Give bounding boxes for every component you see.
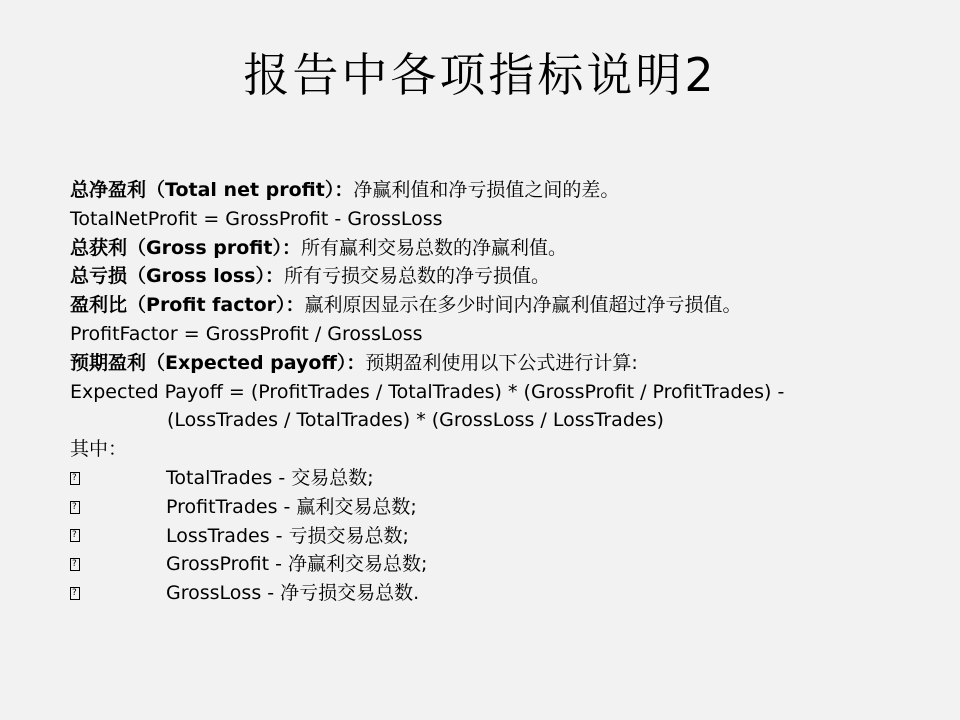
slide-body [70, 176, 930, 608]
formula-expected-payoff-1: Expected Payoff = (ProfitTrades / TotalTrades) * (GrossProfit / ProfitTrades) - [70, 380, 785, 403]
list-item [70, 522, 930, 551]
term-close: ）： [324, 179, 354, 201]
term-english: Total net profit [165, 179, 325, 201]
term-english: Gross profit [146, 236, 273, 259]
list-item-text: TotalTrades - 交易总数; [166, 466, 374, 489]
term-english: Expected payoff [165, 351, 337, 374]
term-close: ）： [255, 265, 284, 288]
term-label: 总亏损（ [70, 265, 147, 288]
line-total-net-profit [70, 176, 930, 205]
term-description: 赢利原因显示在多少时间内净赢利值超过净亏损值。 [304, 294, 742, 317]
line-gross-loss [70, 262, 930, 291]
term-description: 预期盈利使用以下公式进行计算: [365, 351, 638, 374]
list-item-text: ProfitTrades - 赢利交易总数; [166, 495, 417, 518]
term-label: 盈利比（ [70, 294, 147, 317]
list-item [70, 550, 930, 579]
line-expected-payoff [70, 349, 930, 378]
line-gross-profit [70, 234, 930, 263]
term-english: Gross loss [146, 265, 256, 288]
term-close: ）： [336, 351, 366, 374]
term-english: Profit factor [146, 294, 277, 317]
term-label: 预期盈利（ [70, 351, 166, 374]
term-close: ）： [272, 236, 301, 259]
list-item [70, 464, 930, 493]
formula-total-net-profit: TotalNetProfit = GrossProfit - GrossLoss [70, 207, 443, 230]
term-close: ）： [276, 294, 305, 317]
list-item [70, 493, 930, 522]
term-description: 所有赢利交易总数的净赢利值。 [300, 236, 567, 259]
missing-glyph-bullet-icon [70, 587, 80, 600]
list-item [70, 579, 930, 608]
term-description: 所有亏损交易总数的净亏损值。 [283, 265, 550, 288]
formula-expected-payoff-2: (LossTrades / TotalTrades) * (GrossLoss / LossTrades) [167, 409, 664, 432]
missing-glyph-bullet-icon [70, 501, 80, 514]
missing-glyph-bullet-icon [70, 558, 80, 571]
term-description: 净赢利值和净亏损值之间的差。 [353, 179, 620, 201]
term-label: 总净盈利（ [70, 179, 166, 201]
term-label: 总获利（ [70, 236, 147, 259]
slide-title: 报告中各项指标说明2 [243, 48, 717, 102]
list-item-text: LossTrades - 亏损交易总数; [166, 524, 409, 547]
missing-glyph-bullet-icon [70, 529, 80, 542]
where-label: 其中： [70, 438, 128, 461]
missing-glyph-bullet-icon [70, 472, 80, 485]
line-profit-factor [70, 291, 930, 320]
formula-profit-factor: ProfitFactor = GrossProfit / GrossLoss [70, 322, 423, 345]
list-item-text: GrossLoss - 净亏损交易总数. [166, 582, 420, 605]
list-item-text: GrossProfit - 净赢利交易总数; [166, 553, 428, 576]
